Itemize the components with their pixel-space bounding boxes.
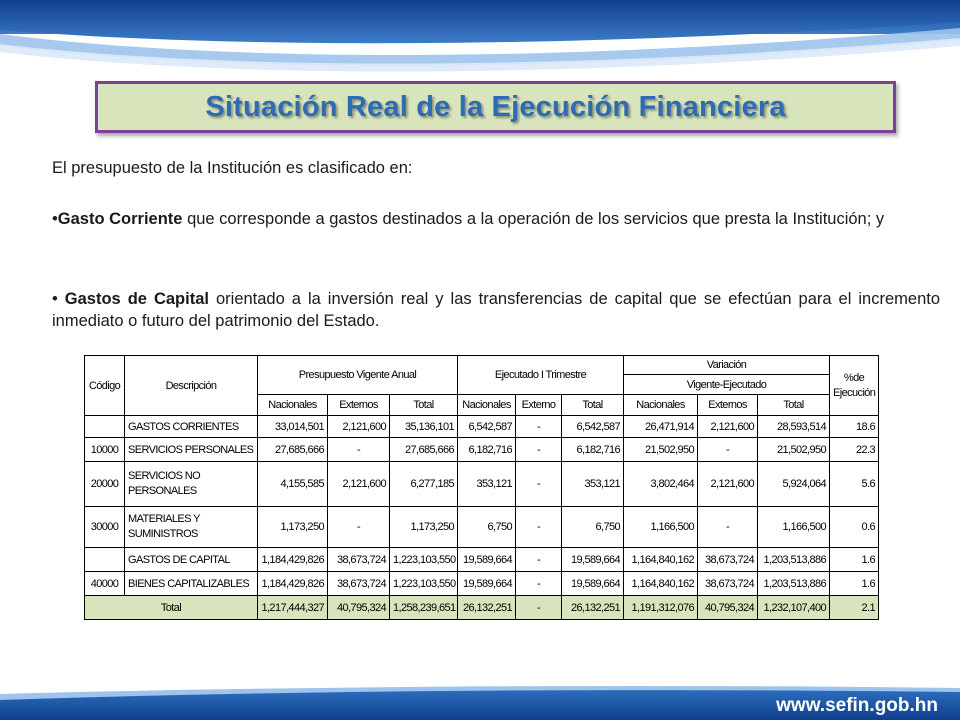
header-va-total: Total (758, 395, 830, 416)
cell-desc: GASTOS CORRIENTES (125, 416, 258, 438)
cell-value: 1,232,107,400 (758, 596, 830, 620)
cell-value: 1,203,513,886 (758, 548, 830, 572)
cell-value: 19,589,664 (458, 572, 516, 596)
cell-value: 1,203,513,886 (758, 572, 830, 596)
cell-value: 6,277,185 (390, 462, 458, 507)
cell-value: 353,121 (562, 462, 624, 507)
header-pv-externos: Externos (328, 395, 390, 416)
cell-value: 6,182,716 (458, 438, 516, 462)
cell-desc: BIENES CAPITALIZABLES (125, 572, 258, 596)
cell-code: 20000 (85, 462, 125, 507)
cell-value: - (698, 507, 758, 548)
cell-value: 6,750 (458, 507, 516, 548)
cell-value: 26,132,251 (458, 596, 516, 620)
cell-pct: 5.6 (830, 462, 879, 507)
bullet-term: Gastos de Capital (64, 290, 209, 308)
cell-value: - (516, 572, 562, 596)
cell-value: - (328, 438, 390, 462)
header-pv-nacionales: Nacionales (258, 395, 328, 416)
header-va-nacionales: Nacionales (624, 395, 698, 416)
footer-url[interactable]: www.sefin.gob.hn (776, 695, 938, 716)
intro-text: El presupuesto de la Institución es clasificado en: (52, 159, 413, 177)
cell-value: 40,795,324 (698, 596, 758, 620)
top-banner (0, 0, 960, 80)
cell-value: 35,136,101 (390, 416, 458, 438)
cell-value: 1,191,312,076 (624, 596, 698, 620)
cell-value: - (516, 438, 562, 462)
cell-value: 2,121,600 (698, 416, 758, 438)
cell-value: 3,802,464 (624, 462, 698, 507)
table-total-row (85, 596, 879, 620)
table-row (85, 572, 879, 596)
header-pv-total: Total (390, 395, 458, 416)
cell-value: 2,121,600 (328, 462, 390, 507)
cell-value: 353,121 (458, 462, 516, 507)
cell-value: 40,795,324 (328, 596, 390, 620)
table-row (85, 548, 879, 572)
cell-pct: 18.6 (830, 416, 879, 438)
cell-value: - (698, 438, 758, 462)
cell-value: 38,673,724 (698, 548, 758, 572)
bullet-gasto-corriente: •Gasto Corriente que corresponde a gastos destinados a la operación de los servicios que presta la Institución; y (52, 210, 885, 228)
cell-value: 19,589,664 (562, 548, 624, 572)
cell-pct: 1.6 (830, 572, 879, 596)
cell-pct: 22.3 (830, 438, 879, 462)
table-row (85, 416, 879, 438)
cell-desc: MATERIALES Y SUMINISTROS (125, 507, 258, 548)
cell-value: 38,673,724 (328, 548, 390, 572)
cell-value: 38,673,724 (698, 572, 758, 596)
cell-value: 1,166,500 (758, 507, 830, 548)
cell-value: 2,121,600 (328, 416, 390, 438)
cell-desc: SERVICIOS NO PERSONALES (125, 462, 258, 507)
bullet-description: que corresponde a gastos destinados a la operación de los servicios que presta la Institución; y (182, 210, 885, 228)
cell-value: - (328, 507, 390, 548)
cell-value: 33,014,501 (258, 416, 328, 438)
header-presupuesto: Presupuesto Vigente Anual (258, 356, 458, 395)
cell-value: 1,173,250 (390, 507, 458, 548)
cell-value: 1,166,500 (624, 507, 698, 548)
cell-value: 6,542,587 (562, 416, 624, 438)
cell-value: 1,223,103,550 (390, 548, 458, 572)
cell-value: 1,173,250 (258, 507, 328, 548)
cell-value: - (516, 596, 562, 620)
cell-value: 1,184,429,826 (258, 548, 328, 572)
header-variacion: Variación (624, 356, 830, 375)
header-codigo: Código (85, 356, 125, 416)
cell-value: 4,155,585 (258, 462, 328, 507)
cell-code: 10000 (85, 438, 125, 462)
header-pct-ejecucion: %de Ejecución (830, 356, 879, 416)
bullet-description: orientado a la inversión real y las transferencias de capital que se efectúan para el incremento inmediato o futuro del patrimonio del Estado. (52, 290, 941, 330)
header-ej-externo: Externo (516, 395, 562, 416)
bullet-term: Gasto Corriente (57, 210, 183, 228)
header-ejecutado: Ejecutado I Trimestre (458, 356, 624, 395)
cell-value: 1,223,103,550 (390, 572, 458, 596)
header-vigente-ejecutado: Vigente-Ejecutado (624, 375, 830, 395)
cell-desc: SERVICIOS PERSONALES (125, 438, 258, 462)
cell-value: 21,502,950 (758, 438, 830, 462)
table-row (85, 438, 879, 462)
execution-table (84, 355, 876, 620)
cell-value: 1,258,239,651 (390, 596, 458, 620)
table-row (85, 462, 879, 507)
cell-value: 6,750 (562, 507, 624, 548)
cell-value: 27,685,666 (258, 438, 328, 462)
cell-value: - (516, 548, 562, 572)
header-descripcion: Descripción (125, 356, 258, 416)
cell-value: - (516, 416, 562, 438)
cell-value: 1,217,444,327 (258, 596, 328, 620)
cell-value: 26,132,251 (562, 596, 624, 620)
cell-value: 27,685,666 (390, 438, 458, 462)
bullet-gastos-capital: • Gastos de Capital orientado a la inversión real y las transferencias de capital que se efectúan para el incremento inmediato o futuro del patrimonio del Estado. (52, 290, 941, 330)
cell-value: 26,471,914 (624, 416, 698, 438)
header-ej-nacionales: Nacionales (458, 395, 516, 416)
cell-value: 6,542,587 (458, 416, 516, 438)
cell-code: 30000 (85, 507, 125, 548)
cell-value: 19,589,664 (458, 548, 516, 572)
cell-value: 6,182,716 (562, 438, 624, 462)
cell-value: 2,121,600 (698, 462, 758, 507)
financial-table (84, 355, 879, 620)
cell-pct: 0.6 (830, 507, 879, 548)
page-title: Situación Real de la Ejecución Financiera (205, 90, 786, 123)
cell-value: 21,502,950 (624, 438, 698, 462)
cell-value: 5,924,064 (758, 462, 830, 507)
cell-value: 1,164,840,162 (624, 548, 698, 572)
cell-pct: 1.6 (830, 548, 879, 572)
cell-value: - (516, 462, 562, 507)
cell-code: 40000 (85, 572, 125, 596)
cell-code (85, 416, 125, 438)
cell-value: 28,593,514 (758, 416, 830, 438)
table-row (85, 507, 879, 548)
cell-value: 1,164,840,162 (624, 572, 698, 596)
cell-pct: 2.1 (830, 596, 879, 620)
title-box (95, 81, 896, 133)
header-ej-total: Total (562, 395, 624, 416)
cell-value: 38,673,724 (328, 572, 390, 596)
cell-value: - (516, 507, 562, 548)
cell-desc: GASTOS DE CAPITAL (125, 548, 258, 572)
total-label: Total (85, 596, 258, 620)
header-va-externos: Externos (698, 395, 758, 416)
cell-value: 1,184,429,826 (258, 572, 328, 596)
cell-code (85, 548, 125, 572)
cell-value: 19,589,664 (562, 572, 624, 596)
